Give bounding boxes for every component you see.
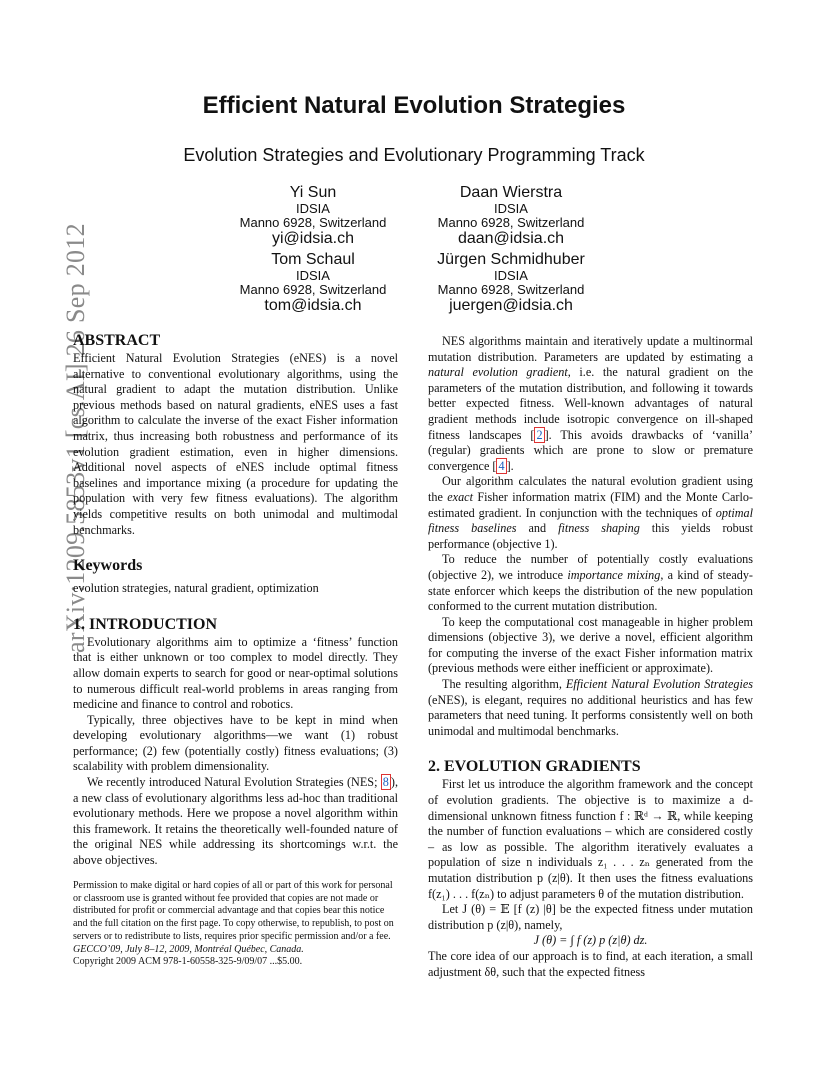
paper-title: Efficient Natural Evolution Strategies [202, 92, 626, 119]
body-paragraph: Our algorithm calculates the natural evolution gradient using the exact Fisher information matrix (FIM) and the Monte Carlo-estimated gradient. In conjunction with the techniques of optimal fitness baselines and fitness shaping this yields robust performance (objective 1). [428, 474, 753, 551]
permission-text: Permission to make digital or hard copies of all or part of this work for personal or classroom use is granted without fee provided that copies are not made or distributed for profit or commercial advantage and that copies bear this notice and the full citation on the first page. To copy otherwise, to republish, to post on servers or to redistribute to lists, requires prior specific permission and/or a fee. [73, 880, 394, 942]
author-email[interactable]: daan@idsia.ch [457, 230, 565, 247]
citation-link[interactable]: 8 [382, 775, 389, 790]
citation-link[interactable]: 4 [498, 458, 505, 473]
author-location: Manno 6928, Switzerland [437, 215, 585, 230]
permission-notice [73, 880, 398, 969]
left-column [73, 331, 398, 869]
author-email[interactable]: yi@idsia.ch [271, 230, 355, 247]
author-name: Yi Sun [289, 184, 337, 201]
citation-link[interactable]: 2 [536, 427, 543, 442]
body-paragraph: To keep the computational cost manageable in higher problem dimensions (objective 3), we derive a novel, efficient algorithm for computing the inverse of the exact Fisher information matrix (previous methods were either inefficient or approximate). [428, 614, 753, 676]
copyright-text: Copyright 2009 ACM 978-1-60558-325-9/09/07 ...$5.00. [73, 956, 303, 968]
author-name: Jürgen Schmidhuber [437, 251, 585, 268]
author-org: IDSIA [296, 201, 330, 216]
author-block [391, 251, 631, 314]
body-paragraph: The resulting algorithm, Efficient Natural Evolution Strategies (eNES), is elegant, requires no additional heuristics and has few parameters that need tuning. It performs consistently well on both unimodal and multimodal benchmarks. [428, 677, 753, 738]
author-name: Daan Wierstra [459, 184, 563, 201]
author-block [391, 184, 631, 247]
author-org: IDSIA [494, 268, 528, 283]
intro-heading: 1. INTRODUCTION [73, 615, 218, 633]
author-location: Manno 6928, Switzerland [239, 282, 387, 297]
author-name: Tom Schaul [271, 251, 355, 268]
intro-paragraph: Typically, three objectives have to be kept in mind when developing evolutionary algorithms—we want (1) robust performance; (2) few (potentially costly) fitness evaluations; (3) scalability with problem dimensionality. [73, 712, 398, 774]
venue-text: GECCO’09, July 8–12, 2009, Montréal Québec, Canada. [73, 943, 304, 955]
body-paragraph: NES algorithms maintain and iteratively update a multinormal mutation distribution. Parameters are updated by estimating a natural evolution gradient, i.e. the natural gradient on the parameters of the mutation distribution, and following it towards better expected fitness. Well-known advantages of natural gradient methods include isotropic convergence on ill-shaped fitness landscapes [ 2 ]. This avoids drawbacks of ‘vanilla’ (regular) gradients which are prone to slow or premature convergence [ 4 ]. [428, 334, 754, 473]
author-org: IDSIA [296, 268, 330, 283]
body-paragraph: Let J (θ) = 𝔼 [f (z) |θ] be the expected fitness under mutation distribution p (z|θ), namely, [428, 902, 753, 932]
keywords-heading: Keywords [73, 557, 143, 575]
body-paragraph: To reduce the number of potentially costly evaluations (objective 2), we introduce importance mixing, a kind of steady-state enforcer which keeps the distribution of the new population conformed to the current mutation distribution. [428, 552, 753, 614]
author-email[interactable]: tom@idsia.ch [264, 297, 362, 314]
right-column [428, 334, 753, 980]
section2-heading: 2. EVOLUTION GRADIENTS [428, 758, 641, 776]
intro-paragraph: We recently introduced Natural Evolution Strategies (NES; 8 ), a new class of evolutionary algorithms less ad-hoc than traditional evolutionary methods. Here we propose a novel algorithm within this framework. It retains the theoretically well-founded nature of the original NES while addressing its shortcomings w.r.t. the above objectives. [73, 775, 398, 868]
body-paragraph: First let us introduce the algorithm framework and the concept of evolution gradients. The objective is to maximize a d-dimensional unknown fitness function f : ℝᵈ → ℝ, while keeping the number of function evaluations – which are considered costly – as low as possible. The algorithm iteratively evaluates a population of size n individuals z₁ . . . zₙ generated from the mutation distribution p (z|θ). It then uses the fitness evaluations f(z₁) . . . f(zₙ) to adjust parameters θ of the mutation distribution. [428, 777, 753, 901]
abstract-text: Efficient Natural Evolution Strategies (eNES) is a novel alternative to conventional evolutionary algorithms, using the natural gradient to adapt the mutation distribution. Unlike previous methods based on natural gradients, eNES uses a fast algorithm to calculate the inverse of the exact Fisher information matrix, thus increasing both robustness and performance of its evolution gradient estimation, even in higher dimensions. Additional novel aspects of eNES include optimal fitness baselines and importance mixing (a procedure for updating the population with very few fitness evaluations). The algorithm yields competitive results on both unimodal and multimodal benchmarks. [73, 351, 398, 537]
paper-track: Evolution Strategies and Evolutionary Programming Track [183, 145, 645, 165]
equation: J (θ) = ∫ f (z) p (z|θ) dz. [533, 933, 648, 948]
author-email[interactable]: juergen@idsia.ch [449, 297, 573, 314]
abstract-heading: ABSTRACT [73, 332, 161, 349]
author-location: Manno 6928, Switzerland [437, 282, 585, 297]
author-location: Manno 6928, Switzerland [239, 215, 387, 230]
body-paragraph: The core idea of our approach is to find, at each iteration, a small adjustment δθ, such that the expected fitness [428, 948, 753, 979]
arxiv-identifier[interactable]: arXiv:1209.5853v1 [cs.AI] 26 Sep 2012 [61, 223, 90, 653]
intro-paragraph: Evolutionary algorithms aim to optimize a ‘fitness’ function that is either unknown or too complex to model directly. They allow domain experts to search for good or near-optimal solutions to numerous difficult real-world problems in areas ranging from medicine and finance to control and robotics. [73, 634, 398, 712]
author-org: IDSIA [494, 201, 528, 216]
keywords-text: evolution strategies, natural gradient, optimization [73, 581, 319, 596]
